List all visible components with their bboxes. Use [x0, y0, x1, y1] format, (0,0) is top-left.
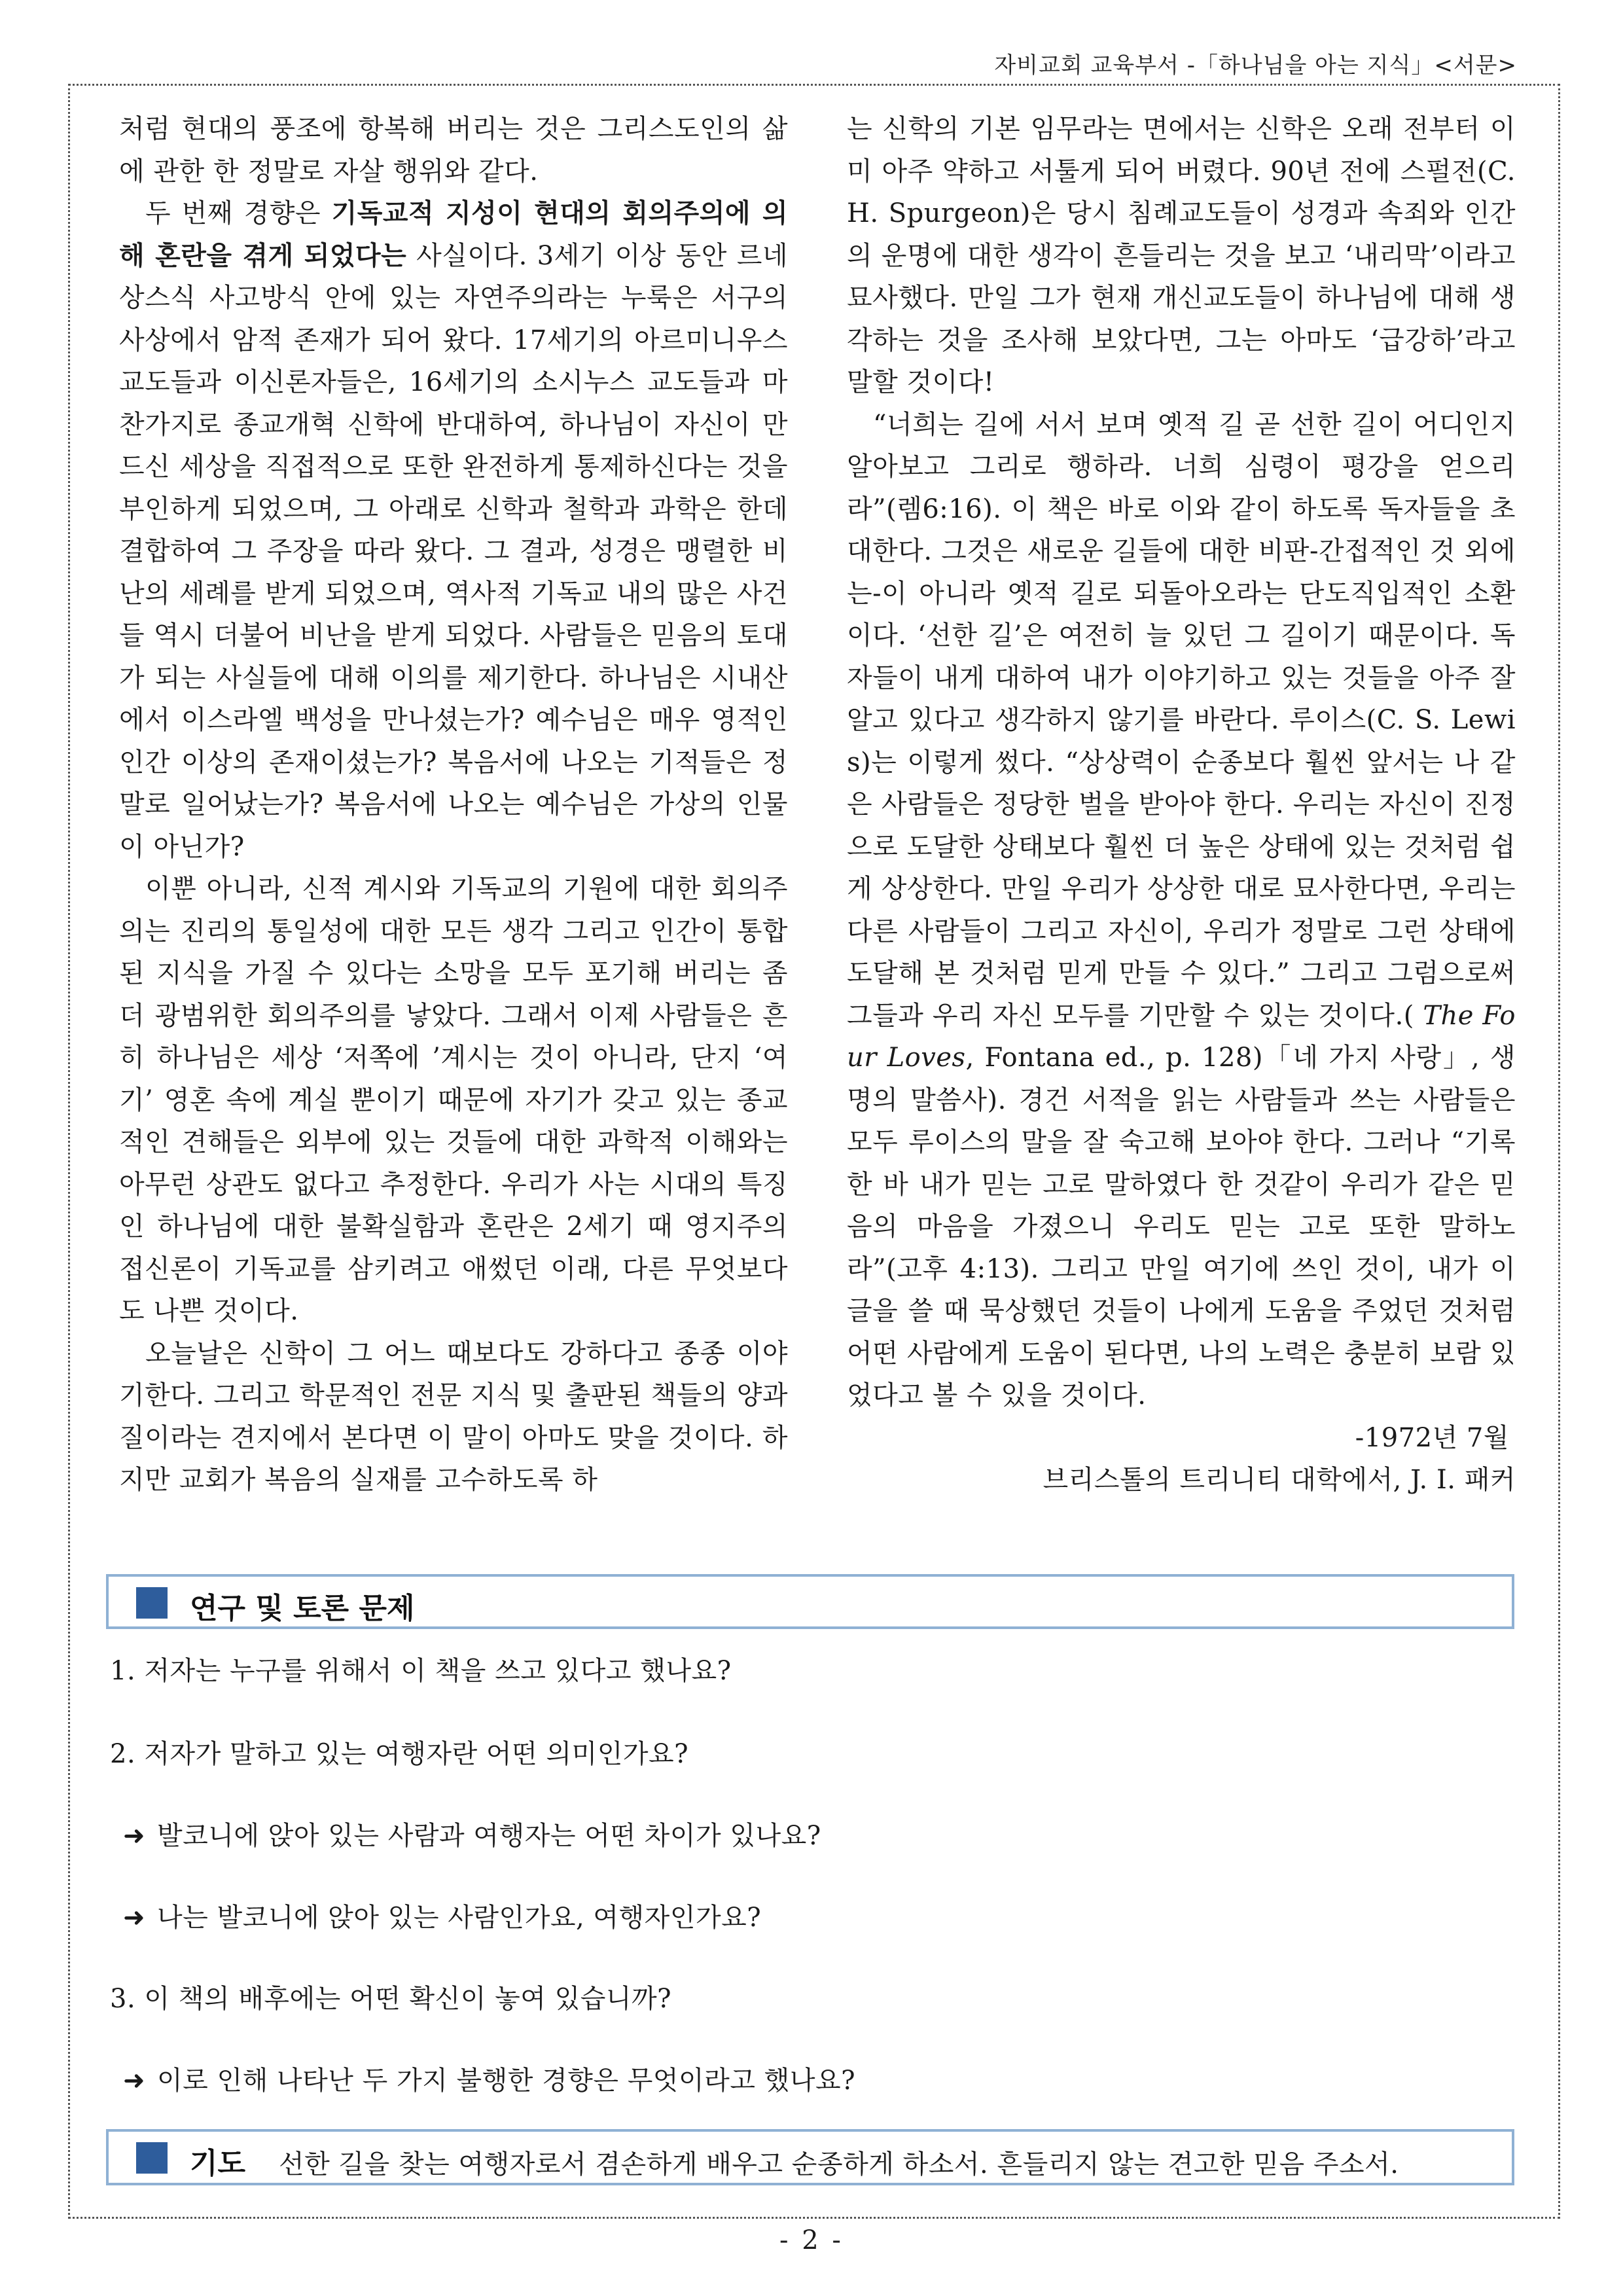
- arrow-right-icon: ➜: [123, 1903, 146, 1933]
- left-paragraph-2: [119, 192, 788, 868]
- body-columns: [119, 108, 1520, 1568]
- study-section-title: 연구 및 토론 문제: [190, 1592, 415, 1625]
- question-3a: [123, 2060, 855, 2097]
- p2-text-a: “너희는 길에 서서 보며 옛적 길 곧 선한 길이 어디인지 알아보고 그리로 행하라. 너희 심령이 평강을 얻으리라”(렘6:16). 이 책은 바로 이와 같이 하도록 독자들을 초대한다. 그것은 새로운 길들에 대한 비판-간접적인 것 외에는-이 아니라 옛적 길로 되돌아오라는 단도직입적인 소환이다. ‘선한 길’은 여전히 늘 있던 그 길이기 때문이다. 독자들이 내게 대하여 내가 이야기하고 있는 것들을 아주 잘 알고 있다고 생각하지 않기를 바란다. 루이스(C. S. Lewis)는 이렇게 썼다. “상상력이 순종보다 훨씬 앞서는 나 같은 사람들은 정당한 벌을 받아야 한다. 우리는 자신이 진정으로 도달한 상태보다 훨씬 더 높은 상태에 있는 것처럼 쉽게 상상한다. 만일 우리가 상상한 대로 묘사한다면, 우리는 다른 사람들이 그리고 자신이, 우리가 정말로 그런 상태에 도달해 본 것처럼 믿게 만들 수 있다.” 그리고 그럼으로써 그들과 우리 자신 모두를 기만할 수 있는 것이다.(: [847, 409, 1516, 1031]
- study-section-header: [106, 1574, 1514, 1629]
- prayer-section: [106, 2129, 1514, 2185]
- arrow-right-icon: ➜: [123, 2066, 146, 2096]
- prayer-text: 선한 길을 찾는 여행자로서 겸손하게 배우고 순종하게 하소서. 흔들리지 않는 견고한 믿음 주소서.: [279, 2149, 1399, 2179]
- question-2a: [123, 1815, 821, 1852]
- question-2: 2. 저자가 말하고 있는 여행자란 어떤 의미인가요?: [110, 1739, 689, 1769]
- right-paragraph-1: 는 신학의 기본 임무라는 면에서는 신학은 오래 전부터 이미 아주 약하고 서툴게 되어 버렸다. 90년 전에 스펄전(C. H. Spurgeon)은 당시 침례교도들이 성경과 속죄와 인간의 운명에 대한 생각이 흔들리는 것을 보고 ‘내리막’이라고 묘사했다. 만일 그가 현재 개신교도들이 하나님에 대해 생각하는 것을 조사해 보았다면, 그는 아마도 ‘급강하’라고 말할 것이다!: [847, 114, 1516, 397]
- p2-text-b: , Fontana ed., p. 128)「네 가지 사랑」, 생명의 말씀사). 경건 서적을 읽는 사람들과 쓰는 사람들은 모두 루이스의 말을 잘 숙고해 보아야 한다. 그러나 “기록한 바 내가 믿는 고로 말하였다 한 것같이 우리가 같은 믿음의 마음을 가졌으니 우리도 믿는 고로 또한 말하노라”(고후 4:13). 그리고 만일 여기에 쓰인 것이, 내가 이 글을 쓸 때 묵상했던 것들이 나에게 도움을 주었던 것처럼 어떤 사람에게 도움이 된다면, 나의 노력은 충분히 보람 있었다고 볼 수 있을 것이다.: [847, 1043, 1516, 1410]
- preface-date: -1972년 7월: [1355, 1422, 1509, 1453]
- p2-emphasis: 기독교적 지성이 현대의 회의주의에 의해 혼란을 겪게 되었다는: [119, 198, 789, 271]
- question-3: 3. 이 책의 배후에는 어떤 확신이 놓여 있습니까?: [110, 1984, 672, 2014]
- p2-lead: 두 번째 경향은: [145, 198, 332, 228]
- right-paragraph-2: [847, 404, 1516, 1417]
- left-column: [119, 108, 788, 1501]
- question-2b-text: 나는 발코니에 앉아 있는 사람인가요, 여행자인가요?: [157, 1903, 762, 1933]
- question-1: 1. 저자는 누구를 위해서 이 책을 쓰고 있다고 했나요?: [110, 1656, 732, 1686]
- left-paragraph-1: 처럼 현대의 풍조에 항복해 버리는 것은 그리스도인의 삶에 관한 한 정말로 자살 행위와 같다.: [119, 114, 788, 187]
- document-header: 자비교회 교육부서 -「하나님을 아는 지식」<서문>: [994, 52, 1517, 79]
- book-title-italic: The Four Loves: [847, 1000, 1516, 1073]
- square-bullet-icon: [136, 1587, 168, 1619]
- question-2a-text: 발코니에 앉아 있는 사람과 여행자는 어떤 차이가 있나요?: [157, 1821, 821, 1851]
- left-paragraph-4: 오늘날은 신학이 그 어느 때보다도 강하다고 종종 이야기한다. 그리고 학문적인 전문 지식 및 출판된 책들의 양과 질이라는 견지에서 본다면 이 말이 아마도 맞을 것이다. 하지만 교회가 복음의 실재를 고수하도록 하: [119, 1338, 788, 1495]
- prayer-title: 기도: [190, 2147, 246, 2180]
- page-number: - 2 -: [779, 2225, 844, 2255]
- question-3a-text: 이로 인해 나타난 두 가지 불행한 경향은 무엇이라고 했나요?: [157, 2066, 856, 2096]
- author-signature: 브리스톨의 트리니티 대학에서, J. I. 패커: [1043, 1465, 1516, 1495]
- p2-rest: 사실이다. 3세기 이상 동안 르네상스식 사고방식 안에 있는 자연주의라는 누룩은 서구의 사상에서 암적 존재가 되어 왔다. 17세기의 아르미니우스 교도들과 이신론자들은, 16세기의 소시누스 교도들과 마찬가지로 종교개혁 신학에 반대하여, 하나님이 자신이 만드신 세상을 직접적으로 또한 완전하게 통제하신다는 것을 부인하게 되었으며, 그 아래로 신학과 철학과 과학은 한데 결합하여 그 주장을 따라 왔다. 그 결과, 성경은 맹렬한 비난의 세례를 받게 되었으며, 역사적 기독교 내의 많은 사건들 역시 더불어 비난을 받게 되었다. 사람들은 믿음의 토대가 되는 사실들에 대해 이의를 제기한다. 하나님은 시내산에서 이스라엘 백성을 만나셨는가? 예수님은 매우 영적인 인간 이상의 존재이셨는가? 복음서에 나오는 기적들은 정말로 일어났는가? 복음서에 나오는 예수님은 가상의 인물이 아닌가?: [119, 240, 788, 862]
- square-bullet-icon: [136, 2142, 168, 2174]
- question-2b: [123, 1897, 761, 1934]
- left-paragraph-3: 이뿐 아니라, 신적 계시와 기독교의 기원에 대한 회의주의는 진리의 통일성에 대한 모든 생각 그리고 인간이 통합된 지식을 가질 수 있다는 소망을 모두 포기해 버리는 좀 더 광범위한 회의주의를 낳았다. 그래서 이제 사람들은 흔히 하나님은 세상 ‘저쪽에 ’계시는 것이 아니라, 단지 ‘여기’ 영혼 속에 계실 뿐이기 때문에 자기가 갖고 있는 종교적인 견해들은 외부에 있는 것들에 대한 과학적 이해와는 아무런 상관도 없다고 추정한다. 우리가 사는 시대의 특징인 하나님에 대한 불확실함과 혼란은 2세기 때 영지주의 접신론이 기독교를 삼키려고 애썼던 이래, 다른 무엇보다도 나쁜 것이다.: [119, 874, 788, 1326]
- right-column: [847, 108, 1516, 1501]
- arrow-right-icon: ➜: [123, 1821, 146, 1851]
